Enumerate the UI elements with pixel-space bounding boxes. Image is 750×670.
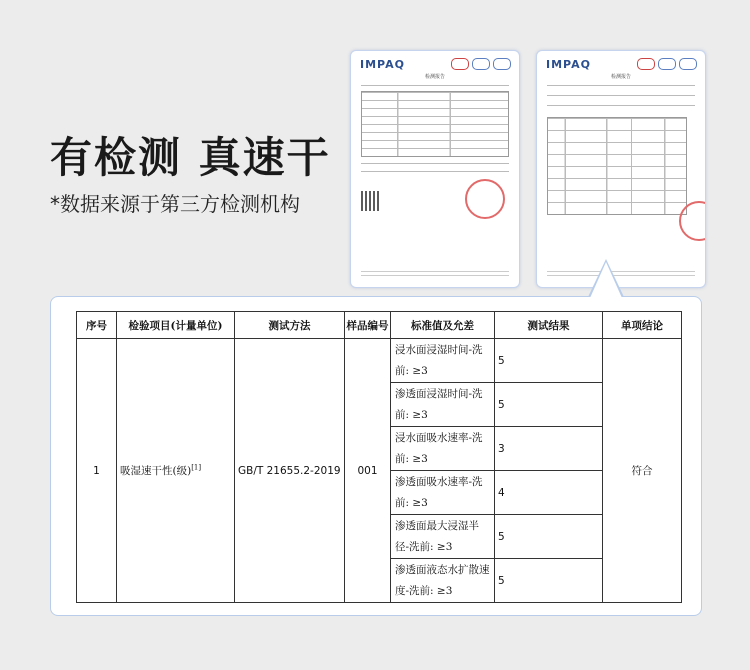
- report-thumbnail-2: [536, 50, 706, 288]
- cell-standard: 渗透面吸水速率-洗前: ≥3: [391, 471, 495, 515]
- zoomed-table-panel: [50, 296, 702, 616]
- test-results-table: [76, 311, 682, 603]
- report-result-table: [547, 117, 687, 215]
- cell-item: [117, 339, 235, 603]
- cell-method: GB/T 21655.2-2019: [235, 339, 345, 603]
- cell-result: 5: [495, 339, 603, 383]
- certification-marks: [451, 58, 511, 70]
- header-sample: 样品编号: [345, 312, 391, 339]
- cell-result: 3: [495, 427, 603, 471]
- item-label: 吸湿速干性(级): [120, 465, 192, 477]
- report-form: [361, 91, 509, 157]
- seal-stamp: [465, 179, 505, 219]
- cell-result: 5: [495, 383, 603, 427]
- report-title: 检测报告: [424, 74, 445, 80]
- header-item: 检验项目(计量单位): [117, 312, 235, 339]
- table-row: [77, 339, 682, 383]
- cell-conclusion: 符合: [603, 339, 682, 603]
- cell-standard: 渗透面最大浸湿半径-洗前: ≥3: [391, 515, 495, 559]
- cell-result: 5: [495, 559, 603, 603]
- callout-pointer-fill: [590, 262, 622, 298]
- header-result: 测试结果: [495, 312, 603, 339]
- cell-standard: 渗透面浸湿时间-洗前: ≥3: [391, 383, 495, 427]
- cell-standard: 浸水面吸水速率-洗前: ≥3: [391, 427, 495, 471]
- certification-marks: [637, 58, 697, 70]
- cell-result: 5: [495, 515, 603, 559]
- seal-stamp: [679, 201, 706, 241]
- cell-result: 4: [495, 471, 603, 515]
- headline: 有检测 真速干: [50, 133, 331, 182]
- header-index: 序号: [77, 312, 117, 339]
- source-note: *数据来源于第三方检测机构: [50, 192, 300, 216]
- impaq-logo: IMPAQ: [360, 58, 405, 71]
- table-header-row: [77, 312, 682, 339]
- item-footnote: [1]: [191, 463, 202, 472]
- cell-sample: 001: [345, 339, 391, 603]
- cell-index: 1: [77, 339, 117, 603]
- report-footer: [361, 269, 509, 279]
- report-title: 检测报告: [610, 74, 631, 80]
- qr-code-icon: [361, 191, 381, 211]
- cell-standard: 渗透面液态水扩散速度-洗前: ≥3: [391, 559, 495, 603]
- cell-standard: 浸水面浸湿时间-洗前: ≥3: [391, 339, 495, 383]
- header-conclusion: 单项结论: [603, 312, 682, 339]
- header-method: 测试方法: [235, 312, 345, 339]
- impaq-logo: IMPAQ: [546, 58, 591, 71]
- report-thumbnail-1: [350, 50, 520, 288]
- header-standard: 标准值及允差: [391, 312, 495, 339]
